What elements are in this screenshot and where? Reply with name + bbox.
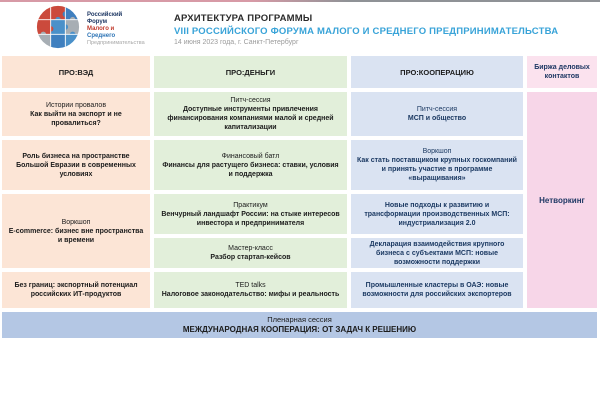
column-header-label: ПРО:ДЕНЬГИ bbox=[225, 67, 276, 77]
session-title: Доступные инструменты привлечения финансирования компаниями малой и средней капитализации bbox=[167, 106, 334, 131]
title-block bbox=[174, 13, 558, 46]
networking-cell bbox=[527, 92, 597, 308]
session-type: Практикум bbox=[233, 201, 268, 209]
session-title: Как выйти на экспорт и не провалиться? bbox=[30, 110, 122, 127]
forum-logo bbox=[36, 5, 166, 54]
session-cell bbox=[351, 140, 523, 190]
session-cell bbox=[351, 194, 523, 234]
session-title: E-commerce: бизнес вне пространства и времени bbox=[8, 227, 144, 244]
session-cell bbox=[2, 140, 150, 190]
session-title: Налоговое законодательство: мифы и реальность bbox=[161, 291, 340, 298]
session-title: МСП и общество bbox=[407, 115, 467, 122]
session-title: Венчурный ландшафт России: на стыке интересов инвестора и предпринимателя bbox=[161, 210, 340, 227]
session-title: Финансы для растущего бизнеса: ставки, условия и поддержка bbox=[162, 161, 339, 178]
session-title: Без границ: экспортный потенциал российских ИТ-продуктов bbox=[14, 282, 138, 298]
logo-line: Среднего bbox=[87, 32, 116, 39]
session-cell bbox=[154, 140, 347, 190]
logo-line: Предпринимательства bbox=[87, 39, 145, 46]
session-cell bbox=[351, 92, 523, 136]
page-title: АРХИТЕКТУРА ПРОГРАММЫ bbox=[174, 12, 313, 24]
column-header-money bbox=[154, 56, 347, 88]
column-header-coop bbox=[351, 56, 523, 88]
session-title: Новые подходы к развитию и трансформации производственных МСП: индустриализация 2.0 bbox=[364, 201, 510, 227]
session-title: Разбор стартап-кейсов bbox=[210, 254, 291, 261]
session-type: Воркшоп bbox=[422, 148, 452, 155]
session-cell bbox=[351, 238, 523, 268]
session-cell bbox=[154, 238, 347, 268]
column-header-label: ПРО:КООПЕРАЦИЮ bbox=[400, 67, 474, 77]
logo-line: Российский bbox=[87, 11, 123, 18]
session-type: Пленарная сессия bbox=[267, 315, 332, 324]
column-header-label: ПРО:ВЭД bbox=[58, 67, 94, 77]
plenary-session-row bbox=[2, 312, 597, 338]
session-cell bbox=[2, 194, 150, 268]
session-cell bbox=[351, 272, 523, 308]
session-cell bbox=[154, 92, 347, 136]
session-type: Питч-сессия bbox=[230, 97, 271, 104]
session-title: Промышленные кластеры в ОАЭ: новые возможности для российских экспортеров bbox=[362, 282, 512, 298]
logo-line: Малого и bbox=[87, 25, 115, 32]
forum-logo-text bbox=[87, 12, 145, 47]
session-title: Декларация взаимодействия крупного бизнеса с субъектами МСП: новые возможности поддержки bbox=[369, 240, 505, 266]
session-type: Финансовый батл bbox=[221, 152, 280, 160]
session-cell bbox=[2, 92, 150, 136]
session-title: Нетворкинг bbox=[539, 195, 585, 205]
page-subtitle: VIII РОССИЙСКОГО ФОРУМА МАЛОГО И СРЕДНЕГО ПРЕДПРИНИМАТЕЛЬСТВА bbox=[174, 25, 559, 37]
session-type: Воркшоп bbox=[61, 218, 91, 226]
column-header-exchange bbox=[527, 56, 597, 88]
session-type: Мастер-класс bbox=[228, 245, 273, 252]
logo-line: Форум bbox=[87, 18, 108, 25]
session-cell bbox=[154, 194, 347, 234]
session-cell bbox=[154, 272, 347, 308]
session-type: Истории провалов bbox=[45, 101, 107, 109]
session-cell bbox=[2, 272, 150, 308]
puzzle-logo-icon bbox=[36, 5, 80, 54]
slide-header bbox=[0, 2, 600, 56]
page-date: 14 июня 2023 года, г. Санкт-Петербург bbox=[174, 38, 299, 46]
session-title: Как стать поставщиком крупных госкомпаний и принять участие в программе «выращивания» bbox=[357, 157, 517, 182]
session-type: TED talks bbox=[235, 282, 266, 289]
column-header-ved bbox=[2, 56, 150, 88]
program-table bbox=[2, 56, 597, 338]
session-type: Питч-сессия bbox=[416, 106, 458, 113]
column-header-label: Биржа деловых контактов bbox=[534, 64, 590, 80]
session-title: МЕЖДУНАРОДНАЯ КООПЕРАЦИЯ: ОТ ЗАДАЧ К РЕШЕНИЮ bbox=[182, 325, 417, 334]
session-title: Роль бизнеса на пространстве Большой Евразии в современных условиях bbox=[16, 152, 136, 178]
